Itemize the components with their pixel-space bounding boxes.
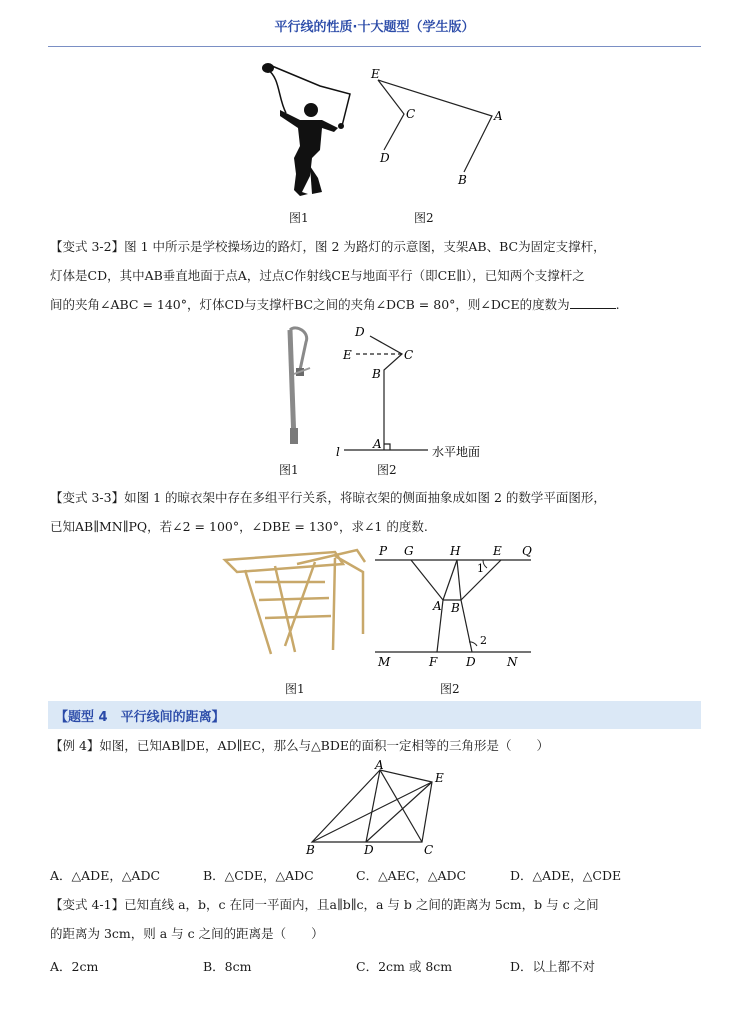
rack-label-A: A <box>433 599 442 613</box>
ex4-label-E: E <box>435 771 444 785</box>
page-header-title: 平行线的性质·十大题型（学生版） <box>274 20 475 35</box>
variant-4-1-line2: 的距离为 3cm，则 a 与 c 之间的距离是（ ） <box>50 926 324 941</box>
variant-4-1-text <box>50 890 705 948</box>
clothes-rack-photo-figure <box>225 550 365 654</box>
polyline-figure-2 <box>378 80 492 172</box>
rack-label-H: H <box>450 544 461 558</box>
v41-option-c[interactable]: C．2cm 或 8cm <box>356 959 453 974</box>
rack-label-Q: Q <box>522 544 532 558</box>
lamp-label-D: D <box>355 325 365 339</box>
variant-4-1-line1: 【变式 4-1】已知直线 a，b，c 在同一平面内，且a∥b∥c，a 与 b 之间的距离为 5cm，b 与 c 之间 <box>50 897 599 912</box>
rack-fig2-caption: 图2 <box>440 682 460 696</box>
lamp-fig1-caption: 图1 <box>279 463 299 477</box>
v41-option-b[interactable]: B．8cm <box>203 959 252 974</box>
lamp-label-E: E <box>343 348 352 362</box>
ex4-option-a[interactable]: A．△ADE，△ADC <box>50 868 161 883</box>
ex4-label-B: B <box>306 843 315 857</box>
top-fig1-caption: 图1 <box>289 211 309 225</box>
rack-label-P: P <box>379 544 388 558</box>
ex4-option-c[interactable]: C．△AEC，△ADC <box>356 868 467 883</box>
top-fig2-label-A: A <box>494 109 503 123</box>
rack-fig1-caption: 图1 <box>285 682 305 696</box>
top-figures <box>250 58 530 228</box>
rack-label-F: F <box>429 655 438 669</box>
rack-label-angle-2: 2 <box>480 634 487 647</box>
ex4-label-A: A <box>375 760 384 772</box>
v41-option-a[interactable]: A．2cm <box>50 959 99 974</box>
rack-label-G: G <box>404 544 414 558</box>
answer-blank <box>570 296 616 309</box>
rack-label-D: D <box>466 655 476 669</box>
variant-3-2-line3-end: . <box>615 297 620 312</box>
lamp-label-A: A <box>373 437 382 451</box>
section-4-title: 【题型 4 平行线间的距离】 <box>55 710 225 725</box>
ex4-option-d[interactable]: D．△ADE，△CDE <box>510 868 622 883</box>
rack-label-angle-1: 1 <box>477 562 484 575</box>
top-fig2-label-E: E <box>371 67 380 81</box>
top-fig2-caption: 图2 <box>414 211 434 225</box>
lamp-label-C: C <box>404 348 414 362</box>
example-4-figure <box>300 760 460 860</box>
ex4-label-D: D <box>364 843 374 857</box>
top-fig2-label-B: B <box>458 173 467 187</box>
rack-label-N: N <box>507 655 518 669</box>
ex4-label-C: C <box>424 843 434 857</box>
rack-label-M: M <box>378 655 391 669</box>
variant-3-2-line3-wrap <box>50 290 705 319</box>
top-fig2-label-C: C <box>406 107 416 121</box>
jump-rope-silhouette-figure <box>262 63 350 196</box>
street-lamp-photo-figure <box>290 328 310 444</box>
variant-3-2-text <box>50 232 705 319</box>
variant-3-2-line3: 间的夹角∠ABC = 140°，灯体CD与支撑杆BC之间的夹角∠DCB = 80°，则∠DCE的度数为 <box>50 297 570 312</box>
variant-3-3-text <box>50 483 705 541</box>
street-lamp-diagram <box>344 336 428 450</box>
rack-label-B: B <box>451 601 460 615</box>
variant-3-3-line2: 已知AB∥MN∥PQ，若∠2 = 100°，∠DBE = 130°，求∠1 的度数. <box>50 519 428 534</box>
variant-3-2-line1: 【变式 3-2】图 1 中所示是学校操场边的路灯，图 2 为路灯的示意图，支架AB、BC为固定支撑杆， <box>50 239 606 254</box>
v41-option-d[interactable]: D．以上都不对 <box>510 959 596 974</box>
lamp-fig2-caption: 图2 <box>377 463 397 477</box>
ground-label: 水平地面 <box>432 445 481 459</box>
variant-3-2-line2: 灯体是CD，其中AB垂直地面于点A，过点C作射线CE与地面平行（即CE∥l），已知两个支撑杆之 <box>50 268 585 283</box>
street-lamp-figures <box>260 322 510 462</box>
lamp-label-l: l <box>336 445 340 459</box>
header-divider <box>48 46 701 47</box>
ex4-option-b[interactable]: B．△CDE，△ADC <box>203 868 314 883</box>
clothes-rack-figures <box>215 542 545 672</box>
example-4-question: 【例 4】如图，已知AB∥DE，AD∥EC，那么与△BDE的面积一定相等的三角形是（ ） <box>50 738 550 753</box>
rack-label-E: E <box>493 544 502 558</box>
variant-3-3-line1: 【变式 3-3】如图 1 的晾衣架中存在多组平行关系，将晾衣架的侧面抽象成如图 2 的数学平面图形， <box>50 490 606 505</box>
top-fig2-label-D: D <box>380 151 390 165</box>
lamp-label-B: B <box>372 367 381 381</box>
